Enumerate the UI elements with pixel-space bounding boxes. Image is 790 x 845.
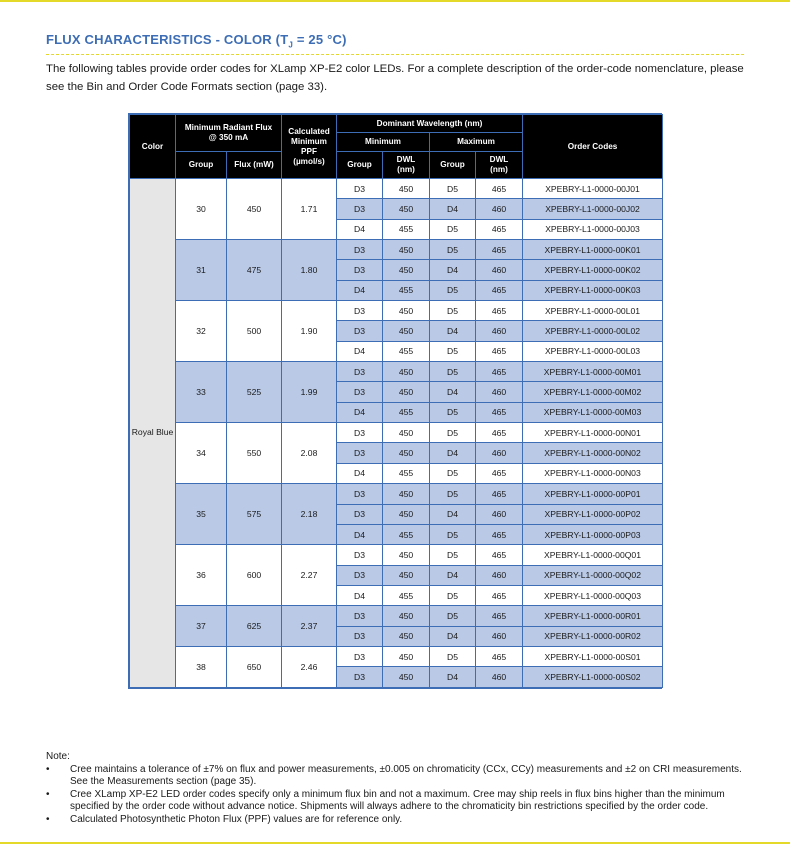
min-dwl-cell: 450: [383, 504, 430, 524]
max-group-cell: D5: [430, 402, 476, 422]
order-code-cell: XPEBRY-L1-0000-00Q02: [523, 565, 663, 585]
order-code-cell: XPEBRY-L1-0000-00J01: [523, 179, 663, 199]
order-code-cell: XPEBRY-L1-0000-00L01: [523, 301, 663, 321]
header-maximum: Maximum: [430, 133, 523, 152]
group-group-cell: 33: [176, 362, 227, 423]
group-group-cell: 38: [176, 646, 227, 687]
min-dwl-cell: 450: [383, 199, 430, 219]
max-dwl-cell: 465: [476, 423, 523, 443]
max-dwl-cell: 465: [476, 463, 523, 483]
note-item: • Calculated Photosynthetic Photon Flux (PPF) values are for reference only.: [46, 813, 403, 825]
group-ppf-cell: 2.37: [282, 606, 337, 647]
min-dwl-cell: 450: [383, 301, 430, 321]
max-dwl-cell: 460: [476, 199, 523, 219]
order-code-cell: XPEBRY-L1-0000-00S02: [523, 667, 663, 687]
group-ppf-cell: 2.27: [282, 545, 337, 606]
order-code-cell: XPEBRY-L1-0000-00P02: [523, 504, 663, 524]
group-group-cell: 30: [176, 179, 227, 240]
min-dwl-cell: 450: [383, 362, 430, 382]
min-dwl-cell: 455: [383, 219, 430, 239]
max-group-cell: D4: [430, 667, 476, 687]
top-rule: [0, 0, 790, 2]
page-title: FLUX CHARACTERISTICS - COLOR ($T_J = 25$ °C): [46, 32, 744, 55]
header-max-group: Group: [430, 152, 476, 179]
group-group-cell: 32: [176, 301, 227, 362]
bottom-rule: [0, 842, 790, 844]
order-code-table: [128, 113, 662, 689]
header-group: Group: [176, 152, 227, 179]
order-code-cell: XPEBRY-L1-0000-00K02: [523, 260, 663, 280]
min-dwl-cell: 450: [383, 240, 430, 260]
max-dwl-cell: 465: [476, 646, 523, 666]
order-code-cell: XPEBRY-L1-0000-00K03: [523, 280, 663, 300]
order-code-cell: XPEBRY-L1-0000-00Q03: [523, 585, 663, 605]
min-dwl-cell: 450: [383, 667, 430, 687]
color-cell: Royal Blue: [130, 179, 176, 688]
max-group-cell: D4: [430, 321, 476, 341]
max-group-cell: D5: [430, 606, 476, 626]
min-group-cell: D3: [337, 199, 383, 219]
group-flux-cell: 650: [227, 646, 282, 687]
min-group-cell: D3: [337, 240, 383, 260]
group-group-cell: 34: [176, 423, 227, 484]
header-min-flux: Minimum Radiant Flux @ 350 mA: [176, 115, 282, 152]
bullet: •: [46, 763, 50, 775]
min-group-cell: D3: [337, 484, 383, 504]
header-ppf: Calculated Minimum PPF (µmol/s): [282, 115, 337, 179]
max-group-cell: D5: [430, 341, 476, 361]
group-flux-cell: 500: [227, 301, 282, 362]
bullet: •: [46, 813, 50, 825]
group-ppf-cell: 1.99: [282, 362, 337, 423]
min-group-cell: D4: [337, 524, 383, 544]
min-dwl-cell: 455: [383, 524, 430, 544]
table-row: [130, 545, 663, 565]
max-group-cell: D5: [430, 362, 476, 382]
min-dwl-cell: 450: [383, 443, 430, 463]
max-group-cell: D5: [430, 646, 476, 666]
min-dwl-cell: 450: [383, 646, 430, 666]
max-dwl-cell: 465: [476, 280, 523, 300]
order-code-cell: XPEBRY-L1-0000-00J03: [523, 219, 663, 239]
group-flux-cell: 450: [227, 179, 282, 240]
max-dwl-cell: 465: [476, 219, 523, 239]
min-dwl-cell: 450: [383, 179, 430, 199]
header-minimum: Minimum: [337, 133, 430, 152]
group-ppf-cell: 2.18: [282, 484, 337, 545]
group-ppf-cell: 2.08: [282, 423, 337, 484]
max-group-cell: D5: [430, 219, 476, 239]
table-row: [130, 179, 663, 199]
min-group-cell: D3: [337, 646, 383, 666]
min-group-cell: D3: [337, 504, 383, 524]
order-code-cell: XPEBRY-L1-0000-00Q01: [523, 545, 663, 565]
note-section: [46, 751, 752, 827]
order-code-cell: XPEBRY-L1-0000-00M01: [523, 362, 663, 382]
min-group-cell: D3: [337, 606, 383, 626]
table-row: [130, 301, 663, 321]
min-dwl-cell: 450: [383, 423, 430, 443]
header-min-dwl: DWL (nm): [383, 152, 430, 179]
max-dwl-cell: 465: [476, 341, 523, 361]
table-row: [130, 606, 663, 626]
order-code-cell: XPEBRY-L1-0000-00R02: [523, 626, 663, 646]
table-row: [130, 423, 663, 443]
max-dwl-cell: 465: [476, 606, 523, 626]
min-dwl-cell: 450: [383, 626, 430, 646]
group-group-cell: 36: [176, 545, 227, 606]
order-code-cell: XPEBRY-L1-0000-00J02: [523, 199, 663, 219]
min-dwl-cell: 455: [383, 280, 430, 300]
min-dwl-cell: 450: [383, 606, 430, 626]
max-group-cell: D4: [430, 626, 476, 646]
group-ppf-cell: 2.46: [282, 646, 337, 687]
header-order-codes: Order Codes: [523, 115, 663, 179]
note-list: [46, 764, 752, 827]
min-group-cell: D4: [337, 585, 383, 605]
max-group-cell: D4: [430, 504, 476, 524]
max-group-cell: D5: [430, 585, 476, 605]
header-color: Color: [130, 115, 176, 179]
table-row: [130, 484, 663, 504]
max-dwl-cell: 460: [476, 626, 523, 646]
order-code-cell: XPEBRY-L1-0000-00R01: [523, 606, 663, 626]
min-group-cell: D3: [337, 443, 383, 463]
min-dwl-cell: 450: [383, 382, 430, 402]
group-group-cell: 31: [176, 240, 227, 301]
header-dominant-wavelength: Dominant Wavelength (nm): [337, 115, 523, 133]
order-code-cell: XPEBRY-L1-0000-00N02: [523, 443, 663, 463]
order-code-cell: XPEBRY-L1-0000-00S01: [523, 646, 663, 666]
group-group-cell: 35: [176, 484, 227, 545]
max-dwl-cell: 465: [476, 240, 523, 260]
min-dwl-cell: 450: [383, 545, 430, 565]
max-dwl-cell: 460: [476, 504, 523, 524]
min-group-cell: D3: [337, 423, 383, 443]
min-group-cell: D4: [337, 219, 383, 239]
max-dwl-cell: 460: [476, 667, 523, 687]
group-flux-cell: 550: [227, 423, 282, 484]
group-flux-cell: 475: [227, 240, 282, 301]
min-group-cell: D3: [337, 179, 383, 199]
table-row: [130, 646, 663, 666]
max-group-cell: D5: [430, 484, 476, 504]
order-code-cell: XPEBRY-L1-0000-00N03: [523, 463, 663, 483]
max-group-cell: D4: [430, 260, 476, 280]
group-flux-cell: 575: [227, 484, 282, 545]
max-dwl-cell: 465: [476, 179, 523, 199]
group-group-cell: 37: [176, 606, 227, 647]
min-group-cell: D3: [337, 301, 383, 321]
max-group-cell: D4: [430, 443, 476, 463]
max-dwl-cell: 460: [476, 565, 523, 585]
table-body: [130, 179, 663, 688]
min-group-cell: D4: [337, 280, 383, 300]
max-group-cell: D5: [430, 463, 476, 483]
order-code-cell: XPEBRY-L1-0000-00P03: [523, 524, 663, 544]
bullet: •: [46, 788, 50, 800]
min-group-cell: D3: [337, 260, 383, 280]
max-dwl-cell: 465: [476, 301, 523, 321]
intro-paragraph: The following tables provide order codes for XLamp XP-E2 color LEDs. For a complete description of the order-code nomenclature, please see the Bin and Order Code Formats section (page 33).: [46, 63, 744, 93]
min-dwl-cell: 450: [383, 260, 430, 280]
max-group-cell: D5: [430, 240, 476, 260]
max-group-cell: D4: [430, 565, 476, 585]
max-dwl-cell: 465: [476, 524, 523, 544]
group-ppf-cell: 1.80: [282, 240, 337, 301]
max-group-cell: D5: [430, 301, 476, 321]
max-group-cell: D5: [430, 179, 476, 199]
order-code-cell: XPEBRY-L1-0000-00P01: [523, 484, 663, 504]
max-group-cell: D5: [430, 545, 476, 565]
group-ppf-cell: 1.90: [282, 301, 337, 362]
table-row: [130, 362, 663, 382]
order-code-cell: XPEBRY-L1-0000-00N01: [523, 423, 663, 443]
note-label: Note:: [46, 751, 70, 762]
min-group-cell: D3: [337, 667, 383, 687]
max-group-cell: D5: [430, 280, 476, 300]
note-item: • Cree XLamp XP-E2 LED order codes specify only a minimum flux bin and not a maximum. Cree may ship reels in flux bins higher than the minimum specified by the order code without advance notice. Shipments will always adhere to the chromaticity bin restrictions specified by the order code.: [46, 788, 725, 813]
max-dwl-cell: 460: [476, 260, 523, 280]
order-code-cell: XPEBRY-L1-0000-00M02: [523, 382, 663, 402]
max-dwl-cell: 465: [476, 545, 523, 565]
min-group-cell: D4: [337, 463, 383, 483]
min-group-cell: D3: [337, 321, 383, 341]
max-dwl-cell: 460: [476, 321, 523, 341]
table-row: [130, 240, 663, 260]
group-flux-cell: 525: [227, 362, 282, 423]
max-group-cell: D4: [430, 382, 476, 402]
min-dwl-cell: 450: [383, 321, 430, 341]
group-flux-cell: 600: [227, 545, 282, 606]
min-dwl-cell: 455: [383, 463, 430, 483]
max-dwl-cell: 465: [476, 484, 523, 504]
max-dwl-cell: 465: [476, 362, 523, 382]
max-group-cell: D5: [430, 423, 476, 443]
order-code-cell: XPEBRY-L1-0000-00L02: [523, 321, 663, 341]
order-code-cell: XPEBRY-L1-0000-00K01: [523, 240, 663, 260]
group-ppf-cell: 1.71: [282, 179, 337, 240]
max-group-cell: D5: [430, 524, 476, 544]
group-flux-cell: 625: [227, 606, 282, 647]
min-group-cell: D3: [337, 545, 383, 565]
min-group-cell: D3: [337, 382, 383, 402]
min-dwl-cell: 455: [383, 341, 430, 361]
order-code-cell: XPEBRY-L1-0000-00L03: [523, 341, 663, 361]
min-group-cell: D4: [337, 402, 383, 422]
max-dwl-cell: 460: [476, 443, 523, 463]
max-group-cell: D4: [430, 199, 476, 219]
order-code-cell: XPEBRY-L1-0000-00M03: [523, 402, 663, 422]
max-dwl-cell: 460: [476, 382, 523, 402]
min-dwl-cell: 455: [383, 585, 430, 605]
min-group-cell: D3: [337, 626, 383, 646]
max-dwl-cell: 465: [476, 402, 523, 422]
min-group-cell: D3: [337, 565, 383, 585]
min-dwl-cell: 450: [383, 565, 430, 585]
header-max-dwl: DWL (nm): [476, 152, 523, 179]
min-group-cell: D3: [337, 362, 383, 382]
header-min-group: Group: [337, 152, 383, 179]
min-dwl-cell: 455: [383, 402, 430, 422]
min-group-cell: D4: [337, 341, 383, 361]
note-item: • Cree maintains a tolerance of ±7% on flux and power measurements, ±0.005 on chromaticity (CCx, CCy) measurements and ±2 on CRI measurements. See the Measurements section (page 35).: [46, 763, 742, 788]
max-dwl-cell: 465: [476, 585, 523, 605]
min-dwl-cell: 450: [383, 484, 430, 504]
header-flux-mw: Flux (mW): [227, 152, 282, 179]
